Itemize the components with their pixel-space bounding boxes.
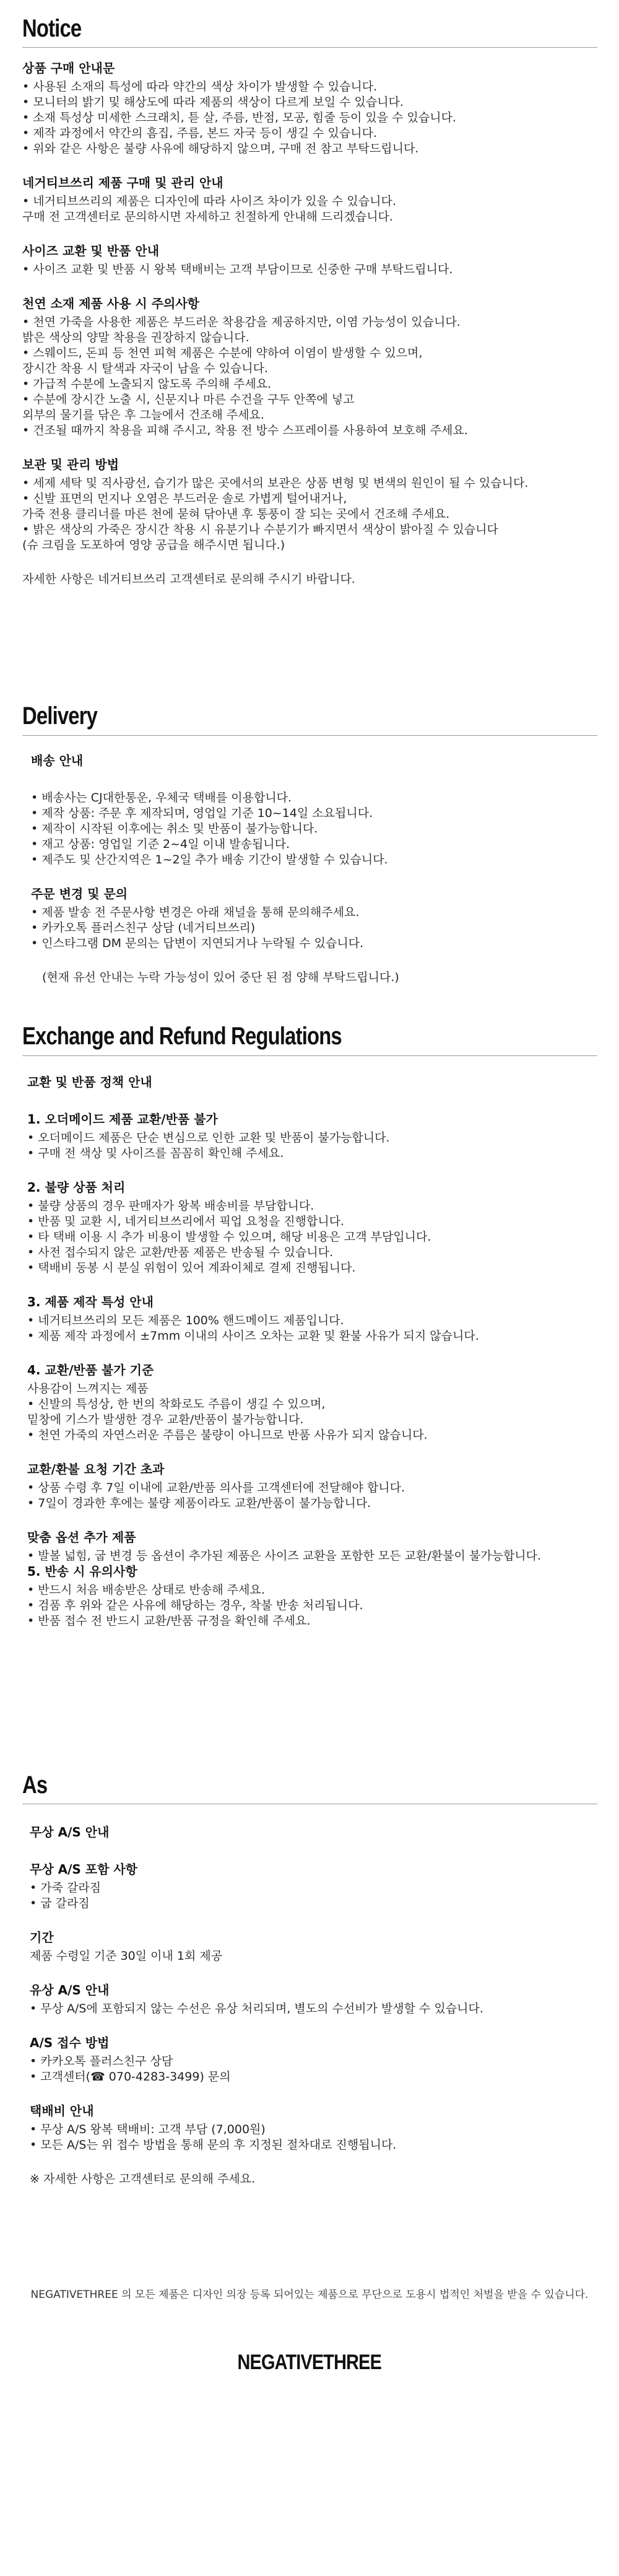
delivery-divider <box>22 735 597 736</box>
list-item: 제품 수령일 기준 30일 이내 1회 제공 <box>30 1949 223 1963</box>
list-item: • 카카오톡 플러스친구 상담 (네거티브쓰리) <box>31 921 256 935</box>
list-item: • 배송사는 CJ대한통운, 우체국 택배를 이용합니다. <box>31 791 292 805</box>
list-item: • 제작 상품: 주문 후 제작되며, 영업일 기준 10~14일 소요됩니다. <box>31 806 373 820</box>
list-item: • 천연 가죽의 자연스러운 주름은 불량이 아니므로 반품 사유가 되지 않습니다. <box>27 1428 428 1442</box>
notice-title: Notice <box>22 15 82 42</box>
as-closing: ※ 자세한 사항은 고객센터로 문의해 주세요. <box>30 2172 256 2186</box>
list-item: • 반품 접수 전 반드시 교환/반품 규정을 확인해 주세요. <box>27 1614 311 1628</box>
list-item: • 신발 표면의 먼지나 오염은 부드러운 솔로 가볍게 털어내거나, <box>22 492 347 505</box>
brand-logo-text: NEGATIVETHREE <box>237 2351 382 2374</box>
list-item: • 반품 및 교환 시, 네거티브쓰리에서 픽업 요청을 진행합니다. <box>27 1215 345 1228</box>
list-item: • 카카오톡 플러스친구 상담 <box>30 2054 173 2068</box>
exchange-divider <box>22 1055 597 1056</box>
list-item: • 제작이 시작된 이후에는 취소 및 반품이 불가능합니다. <box>31 822 318 836</box>
list-item: • 모든 A/S는 위 접수 방법을 통해 문의 후 지정된 절차대로 진행됩니다. <box>30 2138 397 2152</box>
list-item: • 인스타그램 DM 문의는 답변이 지연되거나 누락될 수 있습니다. <box>31 937 364 950</box>
method-heading: A/S 접수 방법 <box>30 2035 110 2050</box>
shipping-heading: 배송 안내 <box>31 753 84 768</box>
copyright-notice: NEGATIVETHREE 의 모든 제품은 디자인 의장 등록 되어있는 제품으로 무단으로 도용시 법적인 처벌을 받을 수 있습니다. <box>30 2289 589 2301</box>
list-item: • 세제 세탁 및 직사광선, 습기가 많은 곳에서의 보관은 상품 변형 및 변색의 원인이 될 수 있습니다. <box>22 476 529 490</box>
included-heading: 무상 A/S 포함 사항 <box>30 1862 137 1877</box>
notice-section <box>22 61 598 587</box>
list-item: • 오더메이드 제품은 단순 변심으로 인한 교환 및 반품이 불가능합니다. <box>27 1131 390 1145</box>
purchase-heading: 상품 구매 안내문 <box>22 61 115 76</box>
deadline-heading: 교환/환불 요청 기간 초과 <box>27 1462 165 1477</box>
exchange-section <box>27 1075 603 1629</box>
list-item: • 구매 전 색상 및 사이즈를 꼼꼼히 확인해 주세요. <box>27 1146 284 1160</box>
list-item: • 천연 가죽을 사용한 제품은 부드러운 착용감을 제공하지만, 이염 가능성이 있습니다. <box>22 315 461 329</box>
defect-heading: 2. 불량 상품 처리 <box>27 1180 126 1195</box>
list-item: • 제주도 및 산간지역은 1~2일 추가 배송 기간이 발생할 수 있습니다. <box>31 853 388 867</box>
list-item: • 제품 발송 전 주문사항 변경은 아래 채널을 통해 문의해주세요. <box>31 906 360 919</box>
free-as-heading: 무상 A/S 안내 <box>30 1825 110 1840</box>
size-heading: 네거티브쓰리 제품 구매 및 관리 안내 <box>22 175 223 190</box>
list-item: • 네거티브쓰리의 제품은 디자인에 따라 사이즈 차이가 있을 수 있습니다. <box>22 194 396 208</box>
list-item: • 스웨이드, 돈피 등 천연 피혁 제품은 수분에 약하여 이염이 발생할 수 있으며, <box>22 346 423 360</box>
brand-logo <box>0 2351 619 2375</box>
list-item: • 무상 A/S 왕복 택배비: 고객 부담 (7,000원) <box>30 2123 266 2136</box>
list-item: • 7일이 경과한 후에는 불량 제품이라도 교환/반품이 불가능합니다. <box>27 1496 371 1510</box>
list-item: • 신발의 특성상, 한 번의 착화로도 주름이 생길 수 있으며, <box>27 1397 326 1411</box>
criteria-heading: 4. 교환/반품 불가 기준 <box>27 1363 154 1378</box>
policy-heading: 교환 및 반품 정책 안내 <box>27 1075 152 1089</box>
delivery-title: Delivery <box>22 702 98 730</box>
list-item: • 수분에 장시간 노출 시, 신문지나 마른 수건을 구두 안쪽에 넣고 <box>22 393 355 406</box>
list-item: • 가급적 수분에 노출되지 않도록 주의해 주세요. <box>22 377 272 391</box>
as-title: As <box>22 1771 48 1799</box>
list-item: • 모니터의 밝기 및 해상도에 따라 제품의 색상이 다르게 보일 수 있습니다. <box>22 95 404 109</box>
notice-divider <box>22 47 597 48</box>
order-change-heading: 주문 변경 및 문의 <box>31 886 128 901</box>
list-item: • 건조될 때까지 착용을 피해 주시고, 착용 전 방수 스프레이를 사용하여 보호해 주세요. <box>22 424 468 437</box>
notice-closing: 자세한 사항은 네거티브쓰리 고객센터로 문의해 주시기 바랍니다. <box>22 572 355 586</box>
delivery-section <box>31 753 607 985</box>
list-item: • 밝은 색상의 가죽은 장시간 착용 시 유분기나 수분기가 빠지면서 색상이 밝아질 수 있습니다 <box>22 523 498 536</box>
leather-caution-heading: 천연 소재 제품 사용 시 주의사항 <box>22 296 199 311</box>
paid-as-heading: 유상 A/S 안내 <box>30 1983 110 1997</box>
list-item: • 제품 제작 과정에서 ±7mm 이내의 사이즈 오차는 교환 및 환불 사유가 되지 않습니다. <box>27 1329 479 1343</box>
list-item: • 위와 같은 사항은 불량 사유에 해당하지 않으며, 구매 전 참고 부탁드립니다. <box>22 142 419 155</box>
phone-notice: (현재 유선 안내는 누락 가능성이 있어 중단 된 점 양해 부탁드립니다.) <box>42 971 399 984</box>
list-item: • 검품 후 위와 같은 사유에 해당하는 경우, 착불 반송 처리됩니다. <box>27 1599 363 1612</box>
list-item: • 재고 상품: 영업일 기준 2~4일 이내 발송됩니다. <box>31 837 290 851</box>
list-item: 구매 전 고객센터로 문의하시면 자세하고 친절하게 안내해 드리겠습니다. <box>22 210 393 224</box>
return-notes-heading: 5. 반송 시 유의사항 <box>27 1564 137 1579</box>
list-item: 장시간 착용 시 탈색과 자국이 남을 수 있습니다. <box>22 362 269 375</box>
list-item: • 발볼 넓힘, 굽 변경 등 옵션이 추가된 제품은 사이즈 교환을 포함한 모든 교환/환불이 불가능합니다. <box>27 1549 542 1563</box>
list-item: • 사이즈 교환 및 반품 시 왕복 택배비는 고객 부담이므로 신중한 구매 부탁드립니다. <box>22 263 453 276</box>
order-made-heading: 1. 오더메이드 제품 교환/반품 불가 <box>27 1112 218 1127</box>
list-item: • 무상 A/S에 포함되지 않는 수선은 유상 처리되며, 별도의 수선비가 발생할 수 있습니다. <box>30 2002 483 2015</box>
list-item: • 네거티브쓰리의 모든 제품은 100% 핸드메이드 제품입니다. <box>27 1314 344 1327</box>
as-section <box>30 1825 605 2187</box>
list-item: • 사용된 소재의 특성에 따라 약간의 색상 차이가 발생할 수 있습니다. <box>22 80 378 94</box>
list-item: (슈 크림을 도포하여 영양 공급을 해주시면 됩니다.) <box>22 538 285 552</box>
exchange-title: Exchange and Refund Regulations <box>22 1023 342 1050</box>
list-item: • 굽 갈라짐 <box>30 1897 90 1910</box>
storage-heading: 보관 및 관리 방법 <box>22 457 119 472</box>
list-item: 밑창에 기스가 발생한 경우 교환/반품이 불가능합니다. <box>27 1413 304 1426</box>
list-item: • 택배비 동봉 시 분실 위험이 있어 계좌이체로 결제 진행됩니다. <box>27 1261 356 1275</box>
list-item: 가죽 전용 클리너를 마른 천에 묻혀 닦아낸 후 통풍이 잘 되는 곳에서 건조해 주세요. <box>22 507 450 521</box>
purchase-list <box>22 79 598 157</box>
fee-heading: 택배비 안내 <box>30 2103 94 2118</box>
list-item: • 가죽 갈라짐 <box>30 1881 102 1895</box>
list-item: • 상품 수령 후 7일 이내에 교환/반품 의사를 고객센터에 전달해야 합니다. <box>27 1481 405 1495</box>
list-item: 사용감이 느껴지는 제품 <box>27 1382 149 1395</box>
list-item: • 고객센터(☎ 070-4283-3499) 문의 <box>30 2070 231 2084</box>
list-item: • 반드시 처음 배송받은 상태로 반송해 주세요. <box>27 1583 265 1597</box>
list-item: • 소재 특성상 미세한 스크래치, 튿 살, 주름, 반점, 모공, 힘줄 등이 있을 수 있습니다. <box>22 111 456 124</box>
list-item: • 타 택배 이용 시 추가 비용이 발생할 수 있으며, 해당 비용은 고객 부담입니다. <box>27 1230 431 1244</box>
list-item: 외부의 물기를 닦은 후 그늘에서 건조해 주세요. <box>22 408 265 422</box>
options-heading: 맞춤 옵션 추가 제품 <box>27 1530 136 1545</box>
list-item: • 불량 상품의 경우 판매자가 왕복 배송비를 부담합니다. <box>27 1199 314 1213</box>
list-item: • 제작 과정에서 약간의 흠집, 주름, 본드 자국 등이 생길 수 있습니다. <box>22 126 377 140</box>
size-exchange-heading: 사이즈 교환 및 반품 안내 <box>22 243 160 258</box>
list-item: 밝은 색상의 양말 착용을 권장하지 않습니다. <box>22 331 249 344</box>
period-heading: 기간 <box>30 1930 54 1945</box>
feature-heading: 3. 제품 제작 특성 안내 <box>27 1295 154 1309</box>
list-item: • 사전 접수되지 않은 교환/반품 제품은 반송될 수 있습니다. <box>27 1246 334 1259</box>
